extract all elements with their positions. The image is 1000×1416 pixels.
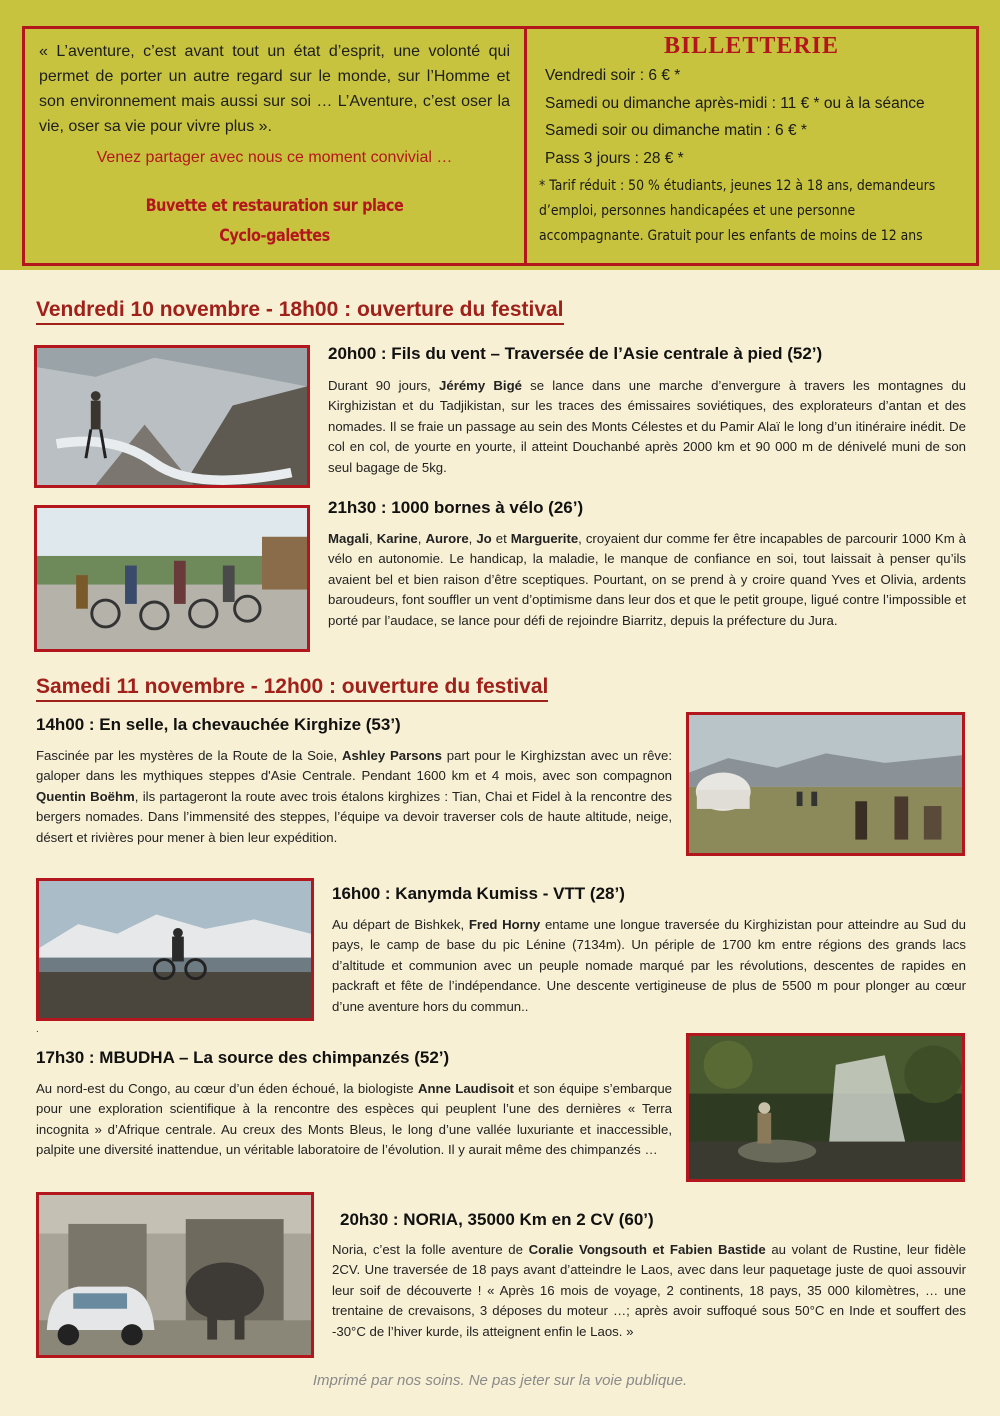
event-desc: Fascinée par les mystères de la Route de la Soie, Ashley Parsons part pour le Kirghizstan avec un rêve: galoper dans les mythiques steppes d'Asie Centrale. Pendant 1600 km et 4 mois, avec son compagnon Quentin Boëhm, ils partageront la route avec trois étalons kirghizes : Tian, Chai et Fidel à la rencontre des bergers nomades. Dans l’immensité des steppes, l’équipe va devoir traverser cols de haute altitude, neige, désert et rivières pour mener à bien leur expédition. xyxy=(36,748,673,845)
person-name: Quentin Boëhm xyxy=(36,788,135,804)
person-name: Anne Laudisoit xyxy=(417,1081,514,1096)
person-name: Ashley Parsons xyxy=(341,748,443,763)
event-desc: Au nord-est du Congo, au cœur d’un éden échoué, la biologiste Anne Laudisoit et son équipe s’embarque pour une exploration scientifique à la rencontre des espèces qui peuplent l’une des dernières « Terra incognita » d’Afrique centrale. Au creux des Monts Bleus, le long d’une vallée luxuriante et inaccessible, palpite une diversité inattendue, un véritable laboratoire de l’évolution. Il y aurait même des chimpanzés … xyxy=(36,1081,672,1158)
event-title: 16h00 : Kanymda Kumiss - VTT (28’) xyxy=(332,884,625,903)
person-name: Coralie Vongsouth et Fabien Bastide xyxy=(528,1242,766,1257)
event-desc: Au départ de Bishkek, Fred Horny entame une longue traversée du Kirghizistan pour atteindre au Sud du pays, le camp de base du pic Lénine (7134m). Un périple de 1700 km entre régions des grands lacs d’altitude et communion avec un peuple nomade marqué par les révolutions, descentes de rapides en packraft et fête de l’indépendance. Une descente vertigineuse de plus de 5500 m pour plonger au cœur d’une aventure hors du commun.. xyxy=(332,917,966,1014)
event-desc: Magali, Karine, Aurore, Jo et Marguerite, croyaient dur comme fer être incapables de parcourir 1000 Km à vélo en autonomie. Le handicap, la maladie, le manque de confiance en soi, tout laissait à penser qu’ils avaient bel et bien raison d’être sceptiques. Pourtant, on se prend à y croire quand Yves et Olivia, ardents baroudeurs, font souffler un vent d’optimisme dans leur dos et que le petit groupe, ligué contre l’impossible et porté par l’audace, se lance pour défi de rejoindre Biarritz, depuis la préfecture du Jura. xyxy=(328,531,967,628)
cyclo-galettes-text: Cyclo-galettes xyxy=(219,226,330,246)
event-title: 14h00 : En selle, la chevauchée Kirghize (53’) xyxy=(36,715,401,734)
buvette-block xyxy=(74,191,474,251)
day-heading-saturday: Samedi 11 novembre - 12h00 : ouverture du festival xyxy=(36,675,548,702)
person-name: Magali xyxy=(328,531,370,546)
event-title: 20h00 : Fils du vent – Traversée de l’Asie centrale à pied (52’) xyxy=(328,344,823,363)
footer-note: Imprimé par nos soins. Ne pas jeter sur la voie publique. xyxy=(312,1372,688,1389)
person-name: Fred Horny xyxy=(468,917,541,932)
event-title: 17h30 : MBUDHA – La source des chimpanzés (52’) xyxy=(36,1048,450,1067)
stray-dot: . xyxy=(36,1024,39,1035)
billetterie-title: BILLETTERIE xyxy=(663,33,840,59)
person-name: Karine xyxy=(376,531,418,546)
intro-quote: « L’aventure, c’est avant tout un état d’esprit, une volonté qui permet de porter un autre regard sur le monde, sur l’Homme et son environnement mais aussi sur soi … L’Aventure, c’est oser la vie, oser sa vie pour vivre plus ». xyxy=(39,43,510,135)
billetterie-item: Vendredi soir : 6 € * xyxy=(545,67,681,84)
billetterie-box xyxy=(524,26,979,266)
event-desc: Noria, c’est la folle aventure de Coralie Vongsouth et Fabien Bastide au volant de Rustine, leur fidèle 2CV. Une traversée de 18 pays avant d’atteindre le Laos, avec dans leur paquetage juste de quoi assouvir leur soif de découverte ! « Après 16 mois de voyage, 2 continents, 18 pays, 35 000 kilomètres, … une trentaine de crevaisons, 3 déposes du moteur …; après avoir suffoqué sous 50°C en Inde et souffert des -30°C de l’hiver kurde, ils atteignent enfin le Laos. » xyxy=(332,1242,966,1339)
photo-glacier-hiker xyxy=(34,345,310,488)
event-desc: Durant 90 jours, Jérémy Bigé se lance dans une marche d’envergure à travers les montagnes du Kirghizistan et du Tadjikistan, sur les traces des émissaires soviétiques, des explorateurs d’antan et des nomades. Il se fraie un passage au sein des Monts Célestes et du Pamir Alaï le long d’un itinéraire inédit. De col en col, de yourte en yourte, il atteint Douchanbé après 2000 km et 90 000 m de dénivelé muni de son seul bagage de 5kg. xyxy=(328,378,966,475)
person-name: Jo xyxy=(476,531,492,546)
billetterie-item: Samedi ou dimanche après-midi : 11 € * ou à la séance xyxy=(545,94,925,112)
photo-2cv-elephant xyxy=(36,1192,314,1358)
event-title: 20h30 : NORIA, 35000 Km en 2 CV (60’) xyxy=(340,1210,654,1229)
billetterie-item: Samedi soir ou dimanche matin : 6 € * xyxy=(545,122,807,139)
intro-box xyxy=(22,26,527,266)
photo-mountain-biker xyxy=(36,878,314,1021)
buvette-text: Buvette et restauration sur place xyxy=(145,196,404,216)
intro-invite: Venez partager avec nous ce moment convivial … xyxy=(96,149,453,166)
billetterie-item: Pass 3 jours : 28 € * xyxy=(545,149,684,167)
event-title: 21h30 : 1000 bornes à vélo (26’) xyxy=(328,498,584,517)
photo-jungle-waterfall xyxy=(686,1033,965,1182)
person-name: Jérémy Bigé xyxy=(439,378,522,393)
day-heading-friday: Vendredi 10 novembre - 18h00 : ouverture du festival xyxy=(36,298,564,325)
person-name: Aurore xyxy=(425,531,469,546)
photo-yurt-horses xyxy=(686,712,965,856)
person-name: Marguerite xyxy=(510,531,579,546)
billetterie-note: * Tarif réduit : 50 % étudiants, jeunes 12 à 18 ans, demandeurs d’emploi, personnes handicapées et une personne accompagnante. Gratuit pour les enfants de moins de 12 ans xyxy=(539,178,936,244)
photo-cyclists-group xyxy=(34,505,310,652)
